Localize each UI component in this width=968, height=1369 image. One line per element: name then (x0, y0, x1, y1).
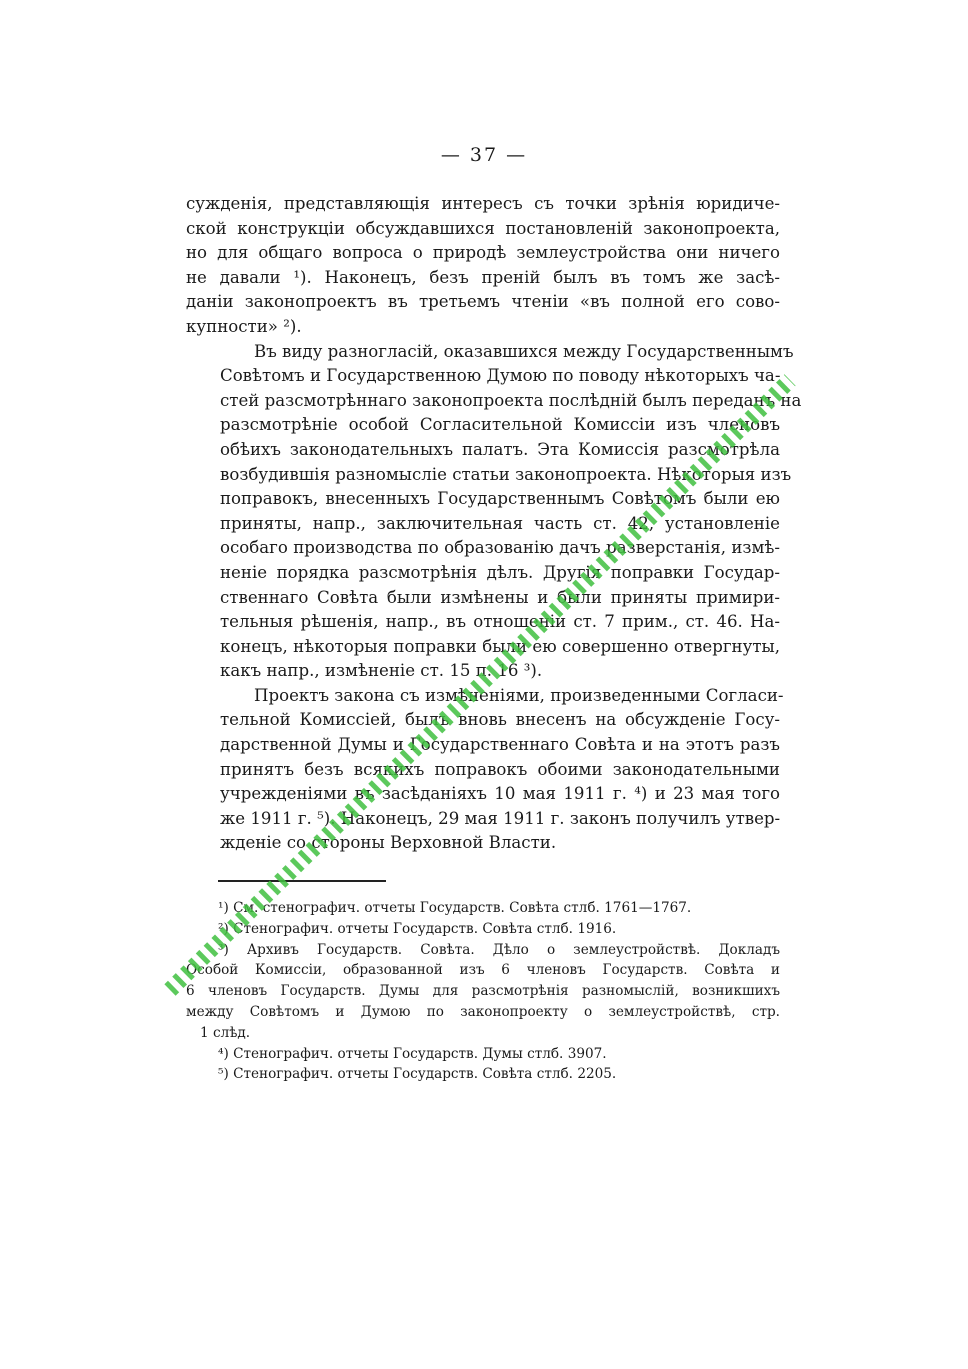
footnote-4: ⁴) Стенографич. отчеты Государств. Думы стлб. 3907. (218, 1045, 607, 1062)
page-number: — 37 — (440, 144, 528, 166)
footnotes (186, 898, 780, 1085)
text-line: Въ виду разногласій, оказавшихся между Государственнымъ (254, 341, 794, 361)
footnote-2: ²) Стенографич. отчеты Государств. Совѣта стлб. 1916. (218, 920, 617, 937)
text-line: приняты, напр., заключительная часть ст. 42, установленіе (220, 513, 780, 533)
footnote-divider (218, 880, 386, 882)
text-line: обѣихъ законодательныхъ палатъ. Эта Комиссія разсмотрѣла (220, 439, 780, 459)
text-line: какъ напр., измѣненіе ст. 15 п. 16 ³). (220, 661, 543, 681)
footnote-1: ¹) См. стенографич. отчеты Государств. Совѣта стлб. 1761—1767. (218, 900, 692, 916)
text-line: неніе порядка разсмотрѣнія дѣлъ. Другія поправки Государ- (220, 562, 780, 582)
main-text (186, 192, 802, 856)
text-line: дарственной Думы и Государственнаго Совѣта и на этотъ разъ (220, 735, 780, 755)
text-line: тельныя рѣшенія, напр., въ отношеніи ст. 7 прим., ст. 46. На- (220, 612, 780, 632)
footnote-3-line: 1 слѣд. (200, 1024, 251, 1041)
text-line: тельной Комиссіей, былъ вновь внесенъ на обсужденіе Госу- (220, 710, 780, 730)
footnote-3-line: между Совѣтомъ и Думою по законопроекту о землеустройствѣ, стр. (186, 1003, 780, 1020)
footnote-3-line: Особой Комиссіи, образованной изъ 6 членовъ Государств. Совѣта и (186, 962, 780, 979)
footnote-5: ⁵) Стенографич. отчеты Государств. Совѣта стлб. 2205. (218, 1066, 617, 1083)
text-line: особаго производства по образованію дачъ разверстанія, измѣ- (220, 538, 780, 558)
text-line: купности» ²). (186, 316, 302, 336)
text-line: сужденія, представляющія интересъ съ точки зрѣнія юридиче- (186, 194, 780, 213)
text-line: Совѣтомъ и Государственною Думою по поводу нѣкоторыхъ ча- (220, 366, 781, 386)
text-line: жденіе со стороны Верховной Власти. (220, 833, 557, 853)
text-line: Проектъ закона съ измѣненіями, произведенными Согласи- (254, 685, 784, 705)
text-line: ственнаго Совѣта были измѣнены и были приняты примири- (220, 587, 780, 607)
text-line: даніи законопроектъ въ третьемъ чтеніи «въ полной его сово- (186, 292, 780, 312)
text-line: стей разсмотрѣннаго законопроекта послѣдній былъ переданъ на (220, 390, 802, 410)
text-line: поправокъ, внесенныхъ Государственнымъ Совѣтомъ были ею (220, 489, 780, 509)
footnote-3-line: 6 членовъ Государств. Думы для разсмотрѣнія разномыслій, возникшихъ (186, 983, 780, 1000)
text-line: принятъ безъ всякихъ поправокъ обоими законодательными (220, 759, 780, 779)
text-line: возбудившія разномысліе статьи законопроекта. Нѣкоторыя изъ (220, 464, 792, 484)
text-line: учрежденіями въ засѣданіяхъ 10 мая 1911 г. ⁴) и 23 мая того (220, 784, 780, 804)
text-line: разсмотрѣніе особой Согласительной Комиссіи изъ членовъ (220, 415, 780, 435)
paragraph-3 (186, 684, 784, 856)
paragraph-1 (186, 192, 780, 340)
footnote-3-line: ³) Архивъ Государств. Совѣта. Дѣло о землеустройствѣ. Докладъ (218, 941, 780, 958)
text-line: же 1911 г. ⁵). Наконецъ, 29 мая 1911 г. законъ получилъ утвер- (220, 808, 781, 828)
paragraph-2 (186, 340, 802, 684)
text-line: конецъ, нѣкоторыя поправки были ею совершенно отвергнуты, (220, 636, 780, 656)
text-line: но для общаго вопроса о природѣ землеустройства они ничего (186, 243, 780, 263)
text-line: не давали ¹). Наконецъ, безъ преній былъ въ томъ же засѣ- (186, 267, 780, 287)
text-line: ской конструкціи обсуждавшихся постановленій законопроекта, (186, 218, 780, 238)
